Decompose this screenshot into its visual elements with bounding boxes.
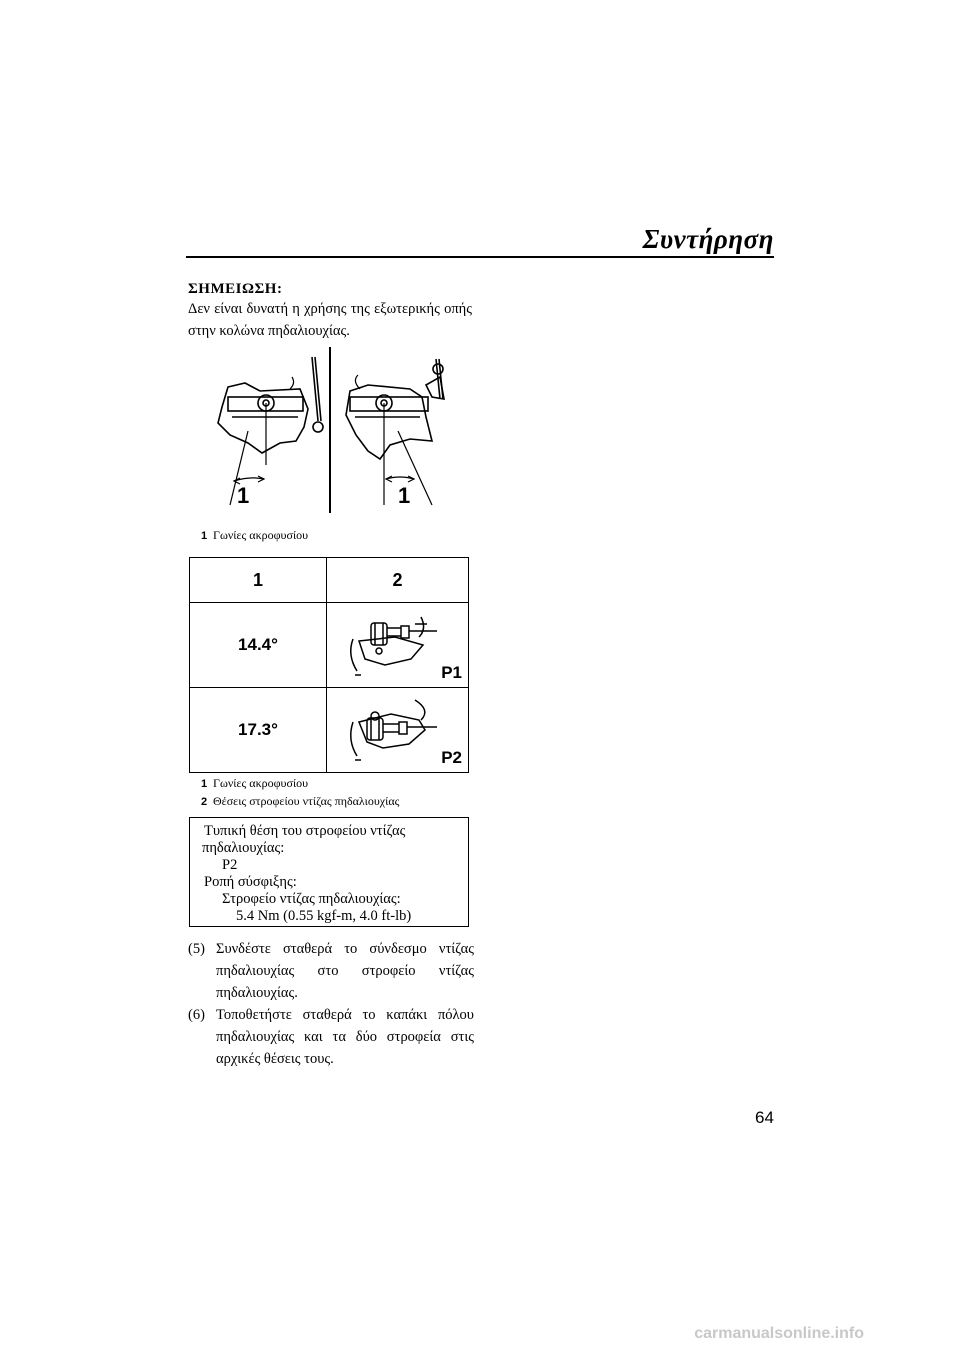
spec-line: Ροπή σύσφιξης:	[204, 874, 297, 890]
list-item	[188, 938, 474, 1004]
table-caption-2	[198, 794, 399, 809]
table-header-cell: 1	[190, 558, 327, 603]
note-title: ΣΗΜΕΙΩΣΗ:	[188, 281, 283, 297]
page-number: 64	[755, 1108, 774, 1127]
table-header-cell: 2	[327, 558, 469, 603]
spec-line: πηδαλιουχίας:	[202, 840, 285, 856]
caption-text: Θέσεις στροφείου ντίζας πηδαλιουχίας	[213, 794, 400, 808]
position-cell	[327, 603, 469, 688]
spec-line: Τυπική θέση του στροφείου ντίζας	[204, 823, 406, 839]
caption-number: 2	[200, 796, 208, 808]
figure1-caption	[198, 528, 308, 543]
header-rule	[186, 256, 774, 258]
angle-value: 14.4°	[190, 603, 327, 688]
caption-text: Γωνίες ακροφυσίου	[213, 528, 309, 542]
spec-line: P2	[222, 857, 238, 873]
position-label: P2	[441, 748, 462, 767]
spec-line: Στροφείο ντίζας πηδαλιουχίας:	[222, 891, 401, 907]
page-title: Συντήρηση	[642, 224, 774, 254]
watermark: carmanualsonline.info	[694, 1325, 864, 1342]
list-item	[188, 1004, 474, 1070]
note-text: Δεν είναι δυνατή η χρήσης της εξωτερικής οπής στην κολώνα πηδαλιουχίας.	[188, 301, 472, 339]
table-row	[190, 688, 469, 773]
step-number: (6)	[188, 1007, 205, 1023]
step-text: Συνδέστε σταθερά το σύνδεσμο ντίζας πηδαλιουχίας στο στροφείο ντίζας πηδαλιουχίας.	[216, 941, 474, 1001]
steering-joint-p2-drawing	[345, 696, 445, 764]
position-label: P1	[441, 663, 462, 682]
angle-table	[189, 557, 469, 773]
table-row	[190, 603, 469, 688]
table-header-row	[190, 558, 469, 603]
steering-joint-p1-drawing	[345, 611, 445, 679]
callout-left: 1	[237, 483, 250, 508]
position-cell	[327, 688, 469, 773]
step-text: Τοποθετήστε σταθερά το καπάκι πόλου πηδαλιουχίας και τα δύο στροφεία στις αρχικές θέσεις τους.	[216, 1007, 474, 1067]
callout-right: 1	[398, 483, 411, 508]
step-list	[188, 938, 474, 1070]
spec-box	[189, 817, 469, 927]
step-number: (5)	[188, 941, 205, 957]
caption-text: Γωνίες ακροφυσίου	[213, 776, 309, 790]
table-caption-1	[198, 776, 308, 791]
caption-number: 1	[200, 530, 208, 542]
caption-number: 1	[200, 778, 208, 790]
angle-value: 17.3°	[190, 688, 327, 773]
spec-line: 5.4 Nm (0.55 kgf-m, 4.0 ft-lb)	[236, 908, 412, 924]
